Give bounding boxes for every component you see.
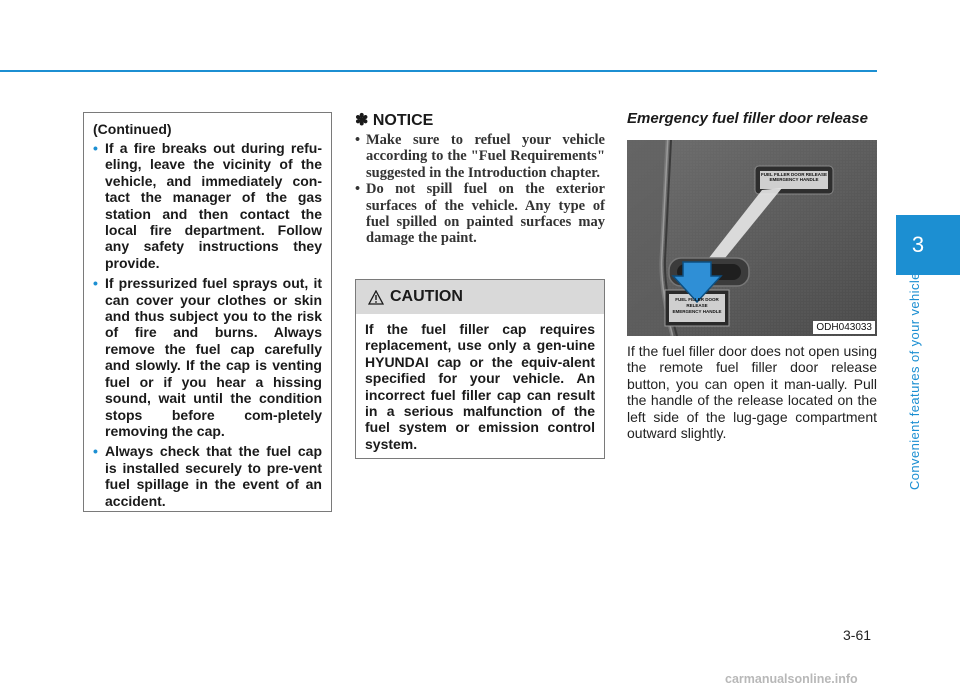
notice-heading (355, 110, 433, 130)
photo-illustration (627, 140, 877, 336)
section-body: If the fuel filler door does not open using the remote fuel filler door release button, you can open it man-ually. Pull the handle of the release located on the left side of the lug-gage compartment outward slightly. (627, 343, 877, 442)
notice-item: • Do not spill fuel on the exterior surfaces of the vehicle. Any type of fuel spilled on painted surfaces may damage the paint. (355, 181, 605, 247)
notice-icon: ✽ (355, 112, 369, 129)
chapter-title: Convenient features of your vehicle (907, 272, 922, 490)
chapter-number: 3 (911, 232, 925, 257)
warning-item: • If pressurized fuel sprays out, it can cover your clothes or skin and thus subject you to the risk of fire and burns. Always remove the fuel cap carefully and slowly. If the cap is venting fuel or if you hear a hissing sound, wait until the condition stops before com-pletely removing the cap. (93, 275, 322, 439)
warning-triangle-icon (368, 290, 384, 305)
watermark: carmanualsonline.info (725, 672, 858, 686)
notice-title: NOTICE (372, 112, 434, 129)
warning-item: • If a fire breaks out during refu-eling, leave the vicinity of the vehicle, and immediately con-tact the manager of the gas station and then contact the local fire department. Follow any safety instructions they provide. (93, 140, 322, 271)
bullet-icon: • (93, 443, 98, 460)
page-number: 3-61 (843, 627, 872, 643)
caution-text: If the fuel filler cap requires replacement, use only a gen-uine HYUNDAI cap or the equiv-alent specified for your vehicle. An incorrect fuel filler cap can result in a serious malfunction of the fuel system or emission control system. (365, 321, 595, 452)
handle-label-lower: FUEL FILLER DOOR RELEASE EMERGENCY HANDLE (672, 297, 722, 314)
continued-heading: (Continued) (93, 121, 172, 137)
notice-item: • Make sure to refuel your vehicle according to the "Fuel Requirements" suggested in the Introduction chapter. (355, 132, 605, 181)
caution-header (356, 280, 604, 314)
chapter-side-title (887, 272, 927, 500)
chapter-tab (896, 215, 960, 275)
section-title: Emergency fuel filler door release (627, 110, 868, 127)
notice-list (355, 132, 605, 247)
caution-box (355, 279, 605, 459)
handle-label-upper: FUEL FILLER DOOR RELEASE EMERGENCY HANDLE (761, 172, 827, 182)
bullet-icon: • (93, 140, 98, 156)
luggage-compartment-photo (627, 140, 877, 336)
caution-title: CAUTION (390, 288, 463, 305)
warning-continued-box (83, 112, 332, 512)
warning-item: • Always check that the fuel cap is installed securely to pre-vent fuel spillage in the event of an accident. (93, 443, 322, 509)
top-rule (0, 70, 877, 72)
warning-list (93, 140, 322, 509)
image-code: ODH043033 (813, 321, 875, 334)
bullet-icon: • (93, 275, 98, 292)
